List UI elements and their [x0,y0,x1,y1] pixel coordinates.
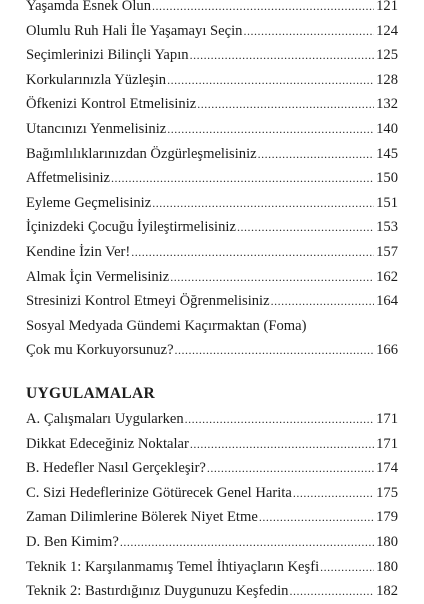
toc-entry-page: 140 [376,120,398,137]
dot-leader [167,117,374,142]
dot-leader [131,240,374,265]
toc-entry [26,142,398,167]
toc-entry-title: İçinizdeki Çocuğu İyileştirmelisiniz [26,219,236,236]
toc-entry-page: 145 [376,145,398,162]
dot-leader [207,456,374,481]
toc-entry-page: 180 [376,558,398,575]
toc-entry [26,92,398,117]
toc-entry-title: Eyleme Geçmelisiniz [26,194,152,211]
toc-entry-title: Öfkenizi Kontrol Etmelisiniz [26,96,197,113]
toc-entry-title: A. Çalışmaları Uygularken [26,411,184,427]
toc-entry [26,530,398,555]
toc-entry-page: 128 [376,71,398,88]
dot-leader [167,68,374,93]
toc-entry-title: D. Ben Kimim? [26,533,119,550]
toc-entry-page: 153 [376,219,398,236]
dot-leader [190,43,375,68]
toc-entry-page: 121 [376,0,398,14]
dot-leader [259,505,374,530]
toc-entry-title: Yaşamda Esnek Olun [26,0,151,14]
toc-entry [26,338,398,363]
toc-entry-title: Kendine İzin Ver! [26,243,131,260]
toc-entry [26,456,398,481]
toc-entry [26,240,398,265]
toc-entry-title: C. Sizi Hedeflerinize Götürecek Genel Harita [26,484,292,501]
toc-entry [26,289,398,314]
toc-entry-title: Teknik 2: Bastırdığınız Duygunuzu Keşfedin [26,583,289,600]
toc-entry-title: B. Hedefler Nasıl Gerçekleşir? [26,460,206,477]
toc-entry-page: 171 [376,435,398,452]
section-heading: UYGULAMALAR [26,385,156,402]
toc-entry [26,43,398,68]
dot-leader [320,555,374,580]
dot-leader [258,142,375,167]
dot-leader [271,289,375,314]
toc-entry-title: Utancınızı Yenmelisiniz [26,120,167,137]
dot-leader [185,407,374,432]
toc-entry [26,579,398,604]
dot-leader [289,579,374,604]
toc-entry-title: Zaman Dilimlerine Bölerek Niyet Etme [26,509,258,526]
toc-entry-page: 174 [376,460,398,477]
dot-leader [152,0,374,19]
dot-leader [120,530,374,555]
toc-entry-title: Seçimlerinizi Bilinçli Yapın [26,47,189,64]
dot-leader [243,19,374,44]
toc-entry-title: Korkularınızla Yüzleşin [26,71,167,88]
toc-entry-page: 151 [376,194,398,211]
toc-entry-title: Stresinizi Kontrol Etmeyi Öğrenmelisiniz [26,293,270,310]
toc-entry-title: Affetmelisiniz [26,170,111,187]
toc-entry [26,117,398,142]
dot-leader [175,338,375,363]
dot-leader [111,166,374,191]
dot-leader [152,191,374,216]
toc-entry-page: 179 [376,509,398,526]
dot-leader [190,432,374,457]
toc-entry-page: 157 [376,243,398,260]
toc-entry-page: 166 [376,342,398,359]
toc-entry [26,191,398,216]
toc-entry [26,407,398,432]
dot-leader [170,265,374,290]
toc-entry-title: Teknik 1: Karşılanmamış Temel İhtiyaçların Keşfi [26,558,320,575]
toc-entry [26,215,398,240]
toc-entry [26,265,398,290]
toc-entry-page: 132 [376,96,398,113]
toc-entry [26,314,398,339]
toc-entry-page: 150 [376,170,398,187]
toc-entry [26,0,398,19]
toc-entry-title: Dikkat Edeceğiniz Noktalar [26,435,189,452]
toc-entry-title: Bağımlılıklarınızdan Özgürleşmelisiniz [26,145,257,162]
toc-entry [26,432,398,457]
toc-entry [26,505,398,530]
toc-entry [26,555,398,580]
toc-entry [26,166,398,191]
dot-leader [197,92,374,117]
toc-entry-title: Olumlu Ruh Hali İle Yaşamayı Seçin [26,22,243,39]
toc-entry-page: 171 [376,411,398,427]
toc-entry-page: 124 [376,22,398,39]
toc-entry-title: Almak İçin Vermelisiniz [26,268,170,285]
toc-page [26,0,398,600]
toc-entry-page: 125 [376,47,398,64]
toc-entry-title: Çok mu Korkuyorsunuz? [26,342,174,359]
toc-entry [26,19,398,44]
toc-entry-page: 180 [376,533,398,550]
dot-leader [293,481,374,506]
toc-list-main [26,0,398,363]
toc-list-applications [26,407,398,604]
toc-entry [26,68,398,93]
dot-leader [237,215,374,240]
toc-entry-page: 162 [376,268,398,285]
toc-entry-page: 182 [376,583,398,600]
toc-entry [26,481,398,506]
toc-entry-page: 164 [376,293,398,310]
toc-entry-page: 175 [376,484,398,501]
toc-entry-title: Sosyal Medyada Gündemi Kaçırmaktan (Foma) [26,317,307,334]
